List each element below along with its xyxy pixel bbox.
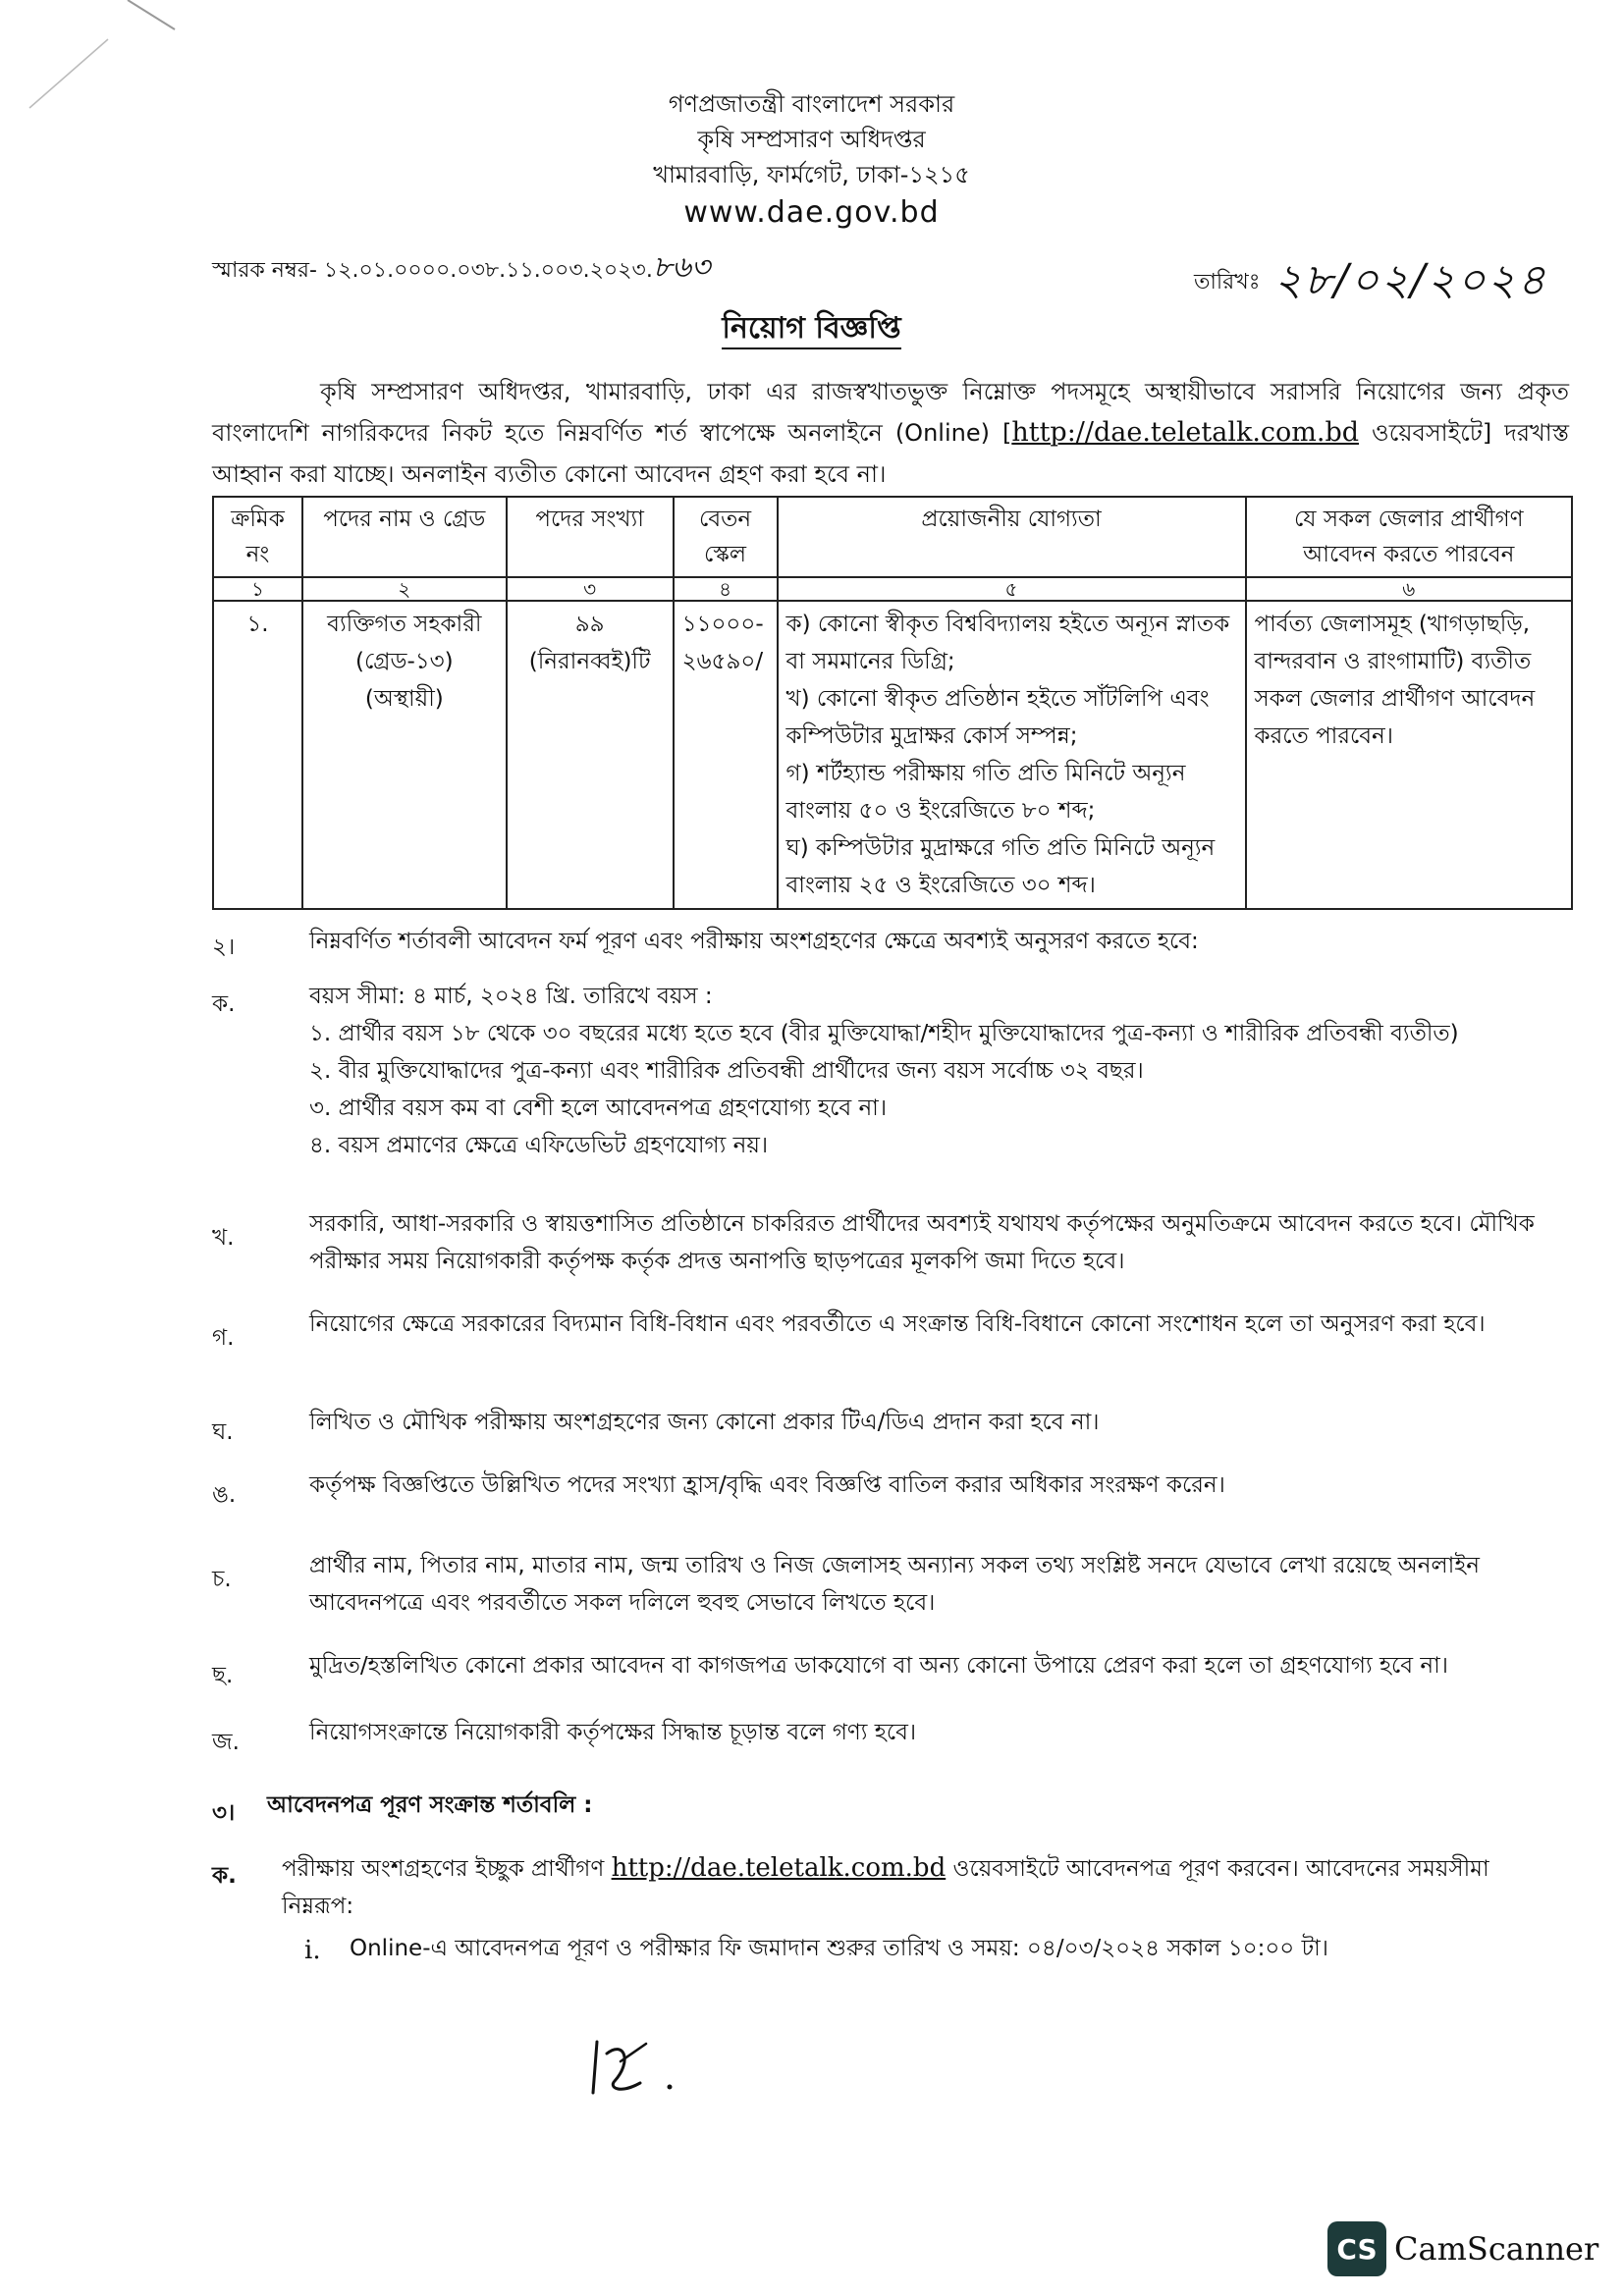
application-start-time: Online-এ আবেদনপত্র পূরণ ও পরীক্ষার ফি জমাদান শুরুর তারিখ ও সময়: ০৪/০৩/২০২৪ সকাল ১০:০০ টা।: [350, 1936, 1328, 1961]
camscanner-watermark: [1327, 2221, 1598, 2276]
item-label: গ.: [212, 1325, 235, 1351]
signature-mark: [585, 2032, 693, 2101]
condition-text: কর্তৃপক্ষ বিজ্ঞপ্তিতে উল্লিখিত পদের সংখ্যা হ্রাস/বৃদ্ধি এবং বিজ্ঞপ্তি বাতিল করার অধিকার সংরক্ষণ করেন।: [309, 1472, 1225, 1498]
notice-title: নিয়োগ বিজ্ঞপ্তি: [0, 304, 1623, 354]
cell-districts: পার্বত্য জেলাসমূহ (খাগড়াছড়ি, বান্দরবান ও রাংগামাটি) ব্যতীত সকল জেলার প্রার্থীগণ আবেদন করতে পারবেন।: [1246, 601, 1572, 909]
cell-serial: ১.: [213, 601, 302, 909]
th-serial: ক্রমিক নং: [213, 497, 302, 577]
age-rule: ২. বীর মুক্তিযোদ্ধাদের পুত্র-কন্যা এবং শারীরিক প্রতিবন্ধী প্রার্থীদের জন্য বয়স সর্বোচ্চ ৩২ বছর।: [309, 1058, 1144, 1084]
item-label: ঘ.: [212, 1419, 234, 1445]
col-number: ৬: [1246, 577, 1572, 601]
age-rule: ৪. বয়স প্রমাণের ক্ষেত্রে এফিডেভিট গ্রহণযোগ্য নয়।: [309, 1133, 769, 1158]
memo-number: [212, 243, 710, 294]
table-number-row: [213, 577, 1572, 601]
post-title: ব্যক্তিগত সহকারী: [327, 612, 482, 637]
post-grade: (গ্রেড-১৩): [355, 649, 454, 674]
col-number: ৪: [674, 577, 778, 601]
col-number: ১: [213, 577, 302, 601]
letterhead: [0, 86, 1623, 234]
post-count-words: (নিরানব্বই)টি: [528, 649, 651, 674]
camscanner-name: CamScanner: [1394, 2230, 1599, 2268]
qualification-item: ক) কোনো স্বীকৃত বিশ্ববিদ্যালয় হইতে অন্যূন স্নাতক বা সমমানের ডিগ্রি;: [785, 612, 1230, 674]
sub-item-label: i.: [304, 1936, 321, 1965]
intro-apply-link[interactable]: http://dae.teletalk.com.bd: [1011, 417, 1360, 448]
condition-text: নিয়োগসংক্রান্তে নিয়োগকারী কর্তৃপক্ষের সিদ্ধান্ত চূড়ান্ত বলে গণ্য হবে।: [309, 1720, 917, 1745]
qualification-item: গ) শর্টহ্যান্ড পরীক্ষায় গতি প্রতি মিনিটে অন্যূন বাংলায় ৫০ ও ইংরেজিতে ৮০ শব্দ;: [785, 761, 1186, 824]
col-number: ২: [302, 577, 507, 601]
cell-post-name: [302, 601, 507, 909]
apply-link[interactable]: http://dae.teletalk.com.bd: [611, 1853, 947, 1883]
item-label: জ.: [212, 1730, 240, 1755]
condition-text: নিয়োগের ক্ষেত্রে সরকারের বিদ্যমান বিধি-বিধান এবং পরবর্তীতে এ সংক্রান্ত বিধি-বিধানে কোনো সংশোধন হলে তা অনুসরণ করা হবে।: [309, 1311, 1486, 1337]
cell-pay-scale: ১১০০০-২৬৫৯০/: [674, 601, 778, 909]
item-label: ঙ.: [212, 1482, 237, 1508]
col-number: ৫: [778, 577, 1246, 601]
section-3-title: আবেদনপত্র পূরণ সংক্রান্ত শর্তাবলি :: [267, 1792, 593, 1818]
section-3-item: [282, 1849, 1568, 1925]
item-label: ছ.: [212, 1663, 234, 1688]
department-address: খামারবাড়ি, ফার্মগেট, ঢাকা-১২১৫: [653, 161, 970, 188]
section-3-text-2: ওয়েবসাইটে আবেদনপত্র পূরণ করবেন। আবেদনের সময়সীমা নিম্নরূপ:: [282, 1856, 1489, 1919]
date-handwritten: ২৮/০২/২০২৪: [1273, 255, 1547, 305]
post-type: (অস্থায়ী): [364, 686, 444, 712]
item-label: চ.: [212, 1567, 232, 1592]
item-label: খ.: [212, 1225, 235, 1251]
age-rule: ১. প্রার্থীর বয়স ১৮ থেকে ৩০ বছরের মধ্যে হতে হবে (বীর মুক্তিযোদ্ধা/শহীদ মুক্তিযোদ্ধাদের পুত্র-কন্যা ও শারীরিক প্রতিবন্ধী ব্যতীত): [309, 1021, 1459, 1046]
intro-paragraph: [212, 371, 1569, 495]
cell-qualification: [778, 601, 1246, 909]
post-count-number: ৯৯: [574, 612, 605, 637]
age-limit-heading: বয়স সীমা: ৪ মার্চ, ২০২৪ খ্রি. তারিখে বয়স :: [309, 984, 713, 1009]
condition-text: সরকারি, আধা-সরকারি ও স্বায়ত্তশাসিত প্রতিষ্ঠানে চাকরিরত প্রার্থীদের অবশ্যই যথাযথ কর্তৃপক্ষের অনুমতিক্রমে আবেদন করতে হবে। মৌখিক পরীক্ষার সময় নিয়োগকারী কর্তৃপক্ষ কর্তৃক প্রদত্ত অনাপত্তি ছাড়পত্রের মূলকপি জমা দিতে হবে।: [309, 1211, 1535, 1274]
section-2-number: ২।: [212, 934, 236, 960]
intro-text-2: ওয়েবসাইটে] দরখাস্ত আহ্বান করা যাচ্ছে। অনলাইন ব্যতীত কোনো আবেদন গ্রহণ করা হবে না।: [212, 419, 1569, 488]
col-number: ৩: [507, 577, 674, 601]
condition-text: মুদ্রিত/হস্তলিখিত কোনো প্রকার আবেদন বা কাগজপত্র ডাকযোগে বা অন্য কোনো উপায়ে প্রেরণ করা হলে তা গ্রহণযোগ্য হবে না।: [309, 1653, 1449, 1679]
item-label: ক.: [212, 1863, 237, 1889]
age-limit-block: [309, 978, 1576, 1164]
table-header-row: [213, 497, 1572, 577]
th-districts: যে সকল জেলার প্রার্থীগণ আবেদন করতে পারবেন: [1246, 497, 1572, 577]
item-label: ক.: [212, 991, 236, 1017]
memo-label: স্মারক নম্বর- ১২.০১.০০০০.০৩৮.১১.০০৩.২০২৩.: [212, 258, 653, 283]
condition-text: লিখিত ও মৌখিক পরীক্ষায় অংশগ্রহণের জন্য কোনো প্রকার টিএ/ডিএ প্রদান করা হবে না।: [309, 1410, 1100, 1435]
th-post-count: পদের সংখ্যা: [507, 497, 674, 577]
date-label: তারিখঃ: [1194, 270, 1261, 294]
th-pay-scale: বেতন স্কেল: [674, 497, 778, 577]
intro-text-1: কৃষি সম্প্রসারণ অধিদপ্তর, খামারবাড়ি, ঢাকা এর রাজস্বখাতভুক্ত নিম্নোক্ত পদসমূহে অস্থায়ীভাবে সরাসরি নিয়োগের জন্য প্রকৃত বাংলাদেশি নাগরিকদের নিকট হতে নিম্নবর্ণিত শর্ত স্বাপেক্ষে অনলাইনে (Online) [: [212, 378, 1569, 447]
vacancy-table: [212, 496, 1573, 910]
condition-text: প্রার্থীর নাম, পিতার নাম, মাতার নাম, জন্ম তারিখ ও নিজ জেলাসহ অন্যান্য সকল তথ্য সংশ্লিষ্ট সনদে যেভাবে লেখা রয়েছে অনলাইন আবেদনপত্রে এবং পরবর্তীতে সকল দলিলে হুবহু সেভাবে লিখতে হবে।: [309, 1553, 1480, 1616]
qualification-item: খ) কোনো স্বীকৃত প্রতিষ্ঠান হইতে সাঁটলিপি এবং কম্পিউটার মুদ্রাক্ষর কোর্স সম্পন্ন;: [785, 686, 1210, 749]
section-3-text-1: পরীক্ষায় অংশগ্রহণের ইচ্ছুক প্রার্থীগণ: [282, 1856, 605, 1882]
cell-post-count: [507, 601, 674, 909]
govt-name: গণপ্রজাতন্ত্রী বাংলাদেশ সরকার: [668, 90, 955, 118]
qualification-item: ঘ) কম্পিউটার মুদ্রাক্ষরে গতি প্রতি মিনিটে অন্যূন বাংলায় ২৫ ও ইংরেজিতে ৩০ শব্দ।: [785, 835, 1216, 898]
memo-handwritten-number: ৮৬৩: [652, 250, 711, 285]
th-post-name: পদের নাম ও গ্রেড: [302, 497, 507, 577]
age-rule: ৩. প্রার্থীর বয়স কম বা বেশী হলে আবেদনপত্র গ্রহণযোগ্য হবে না।: [309, 1095, 888, 1121]
th-qualification: প্রয়োজনীয় যোগ্যতা: [778, 497, 1246, 577]
section-2-text: নিম্নবর্ণিত শর্তাবলী আবেদন ফর্ম পূরণ এবং পরীক্ষায় অংশগ্রহণের ক্ষেত্রে অবশ্যই অনুসরণ করতে হবে:: [309, 929, 1199, 954]
section-3-number: ৩।: [212, 1800, 236, 1826]
department-website: www.dae.gov.bd: [683, 195, 940, 230]
table-row: [213, 601, 1572, 909]
camscanner-logo-icon: CS: [1327, 2221, 1386, 2276]
department-name: কৃষি সম্প্রসারণ অধিদপ্তর: [697, 126, 926, 153]
